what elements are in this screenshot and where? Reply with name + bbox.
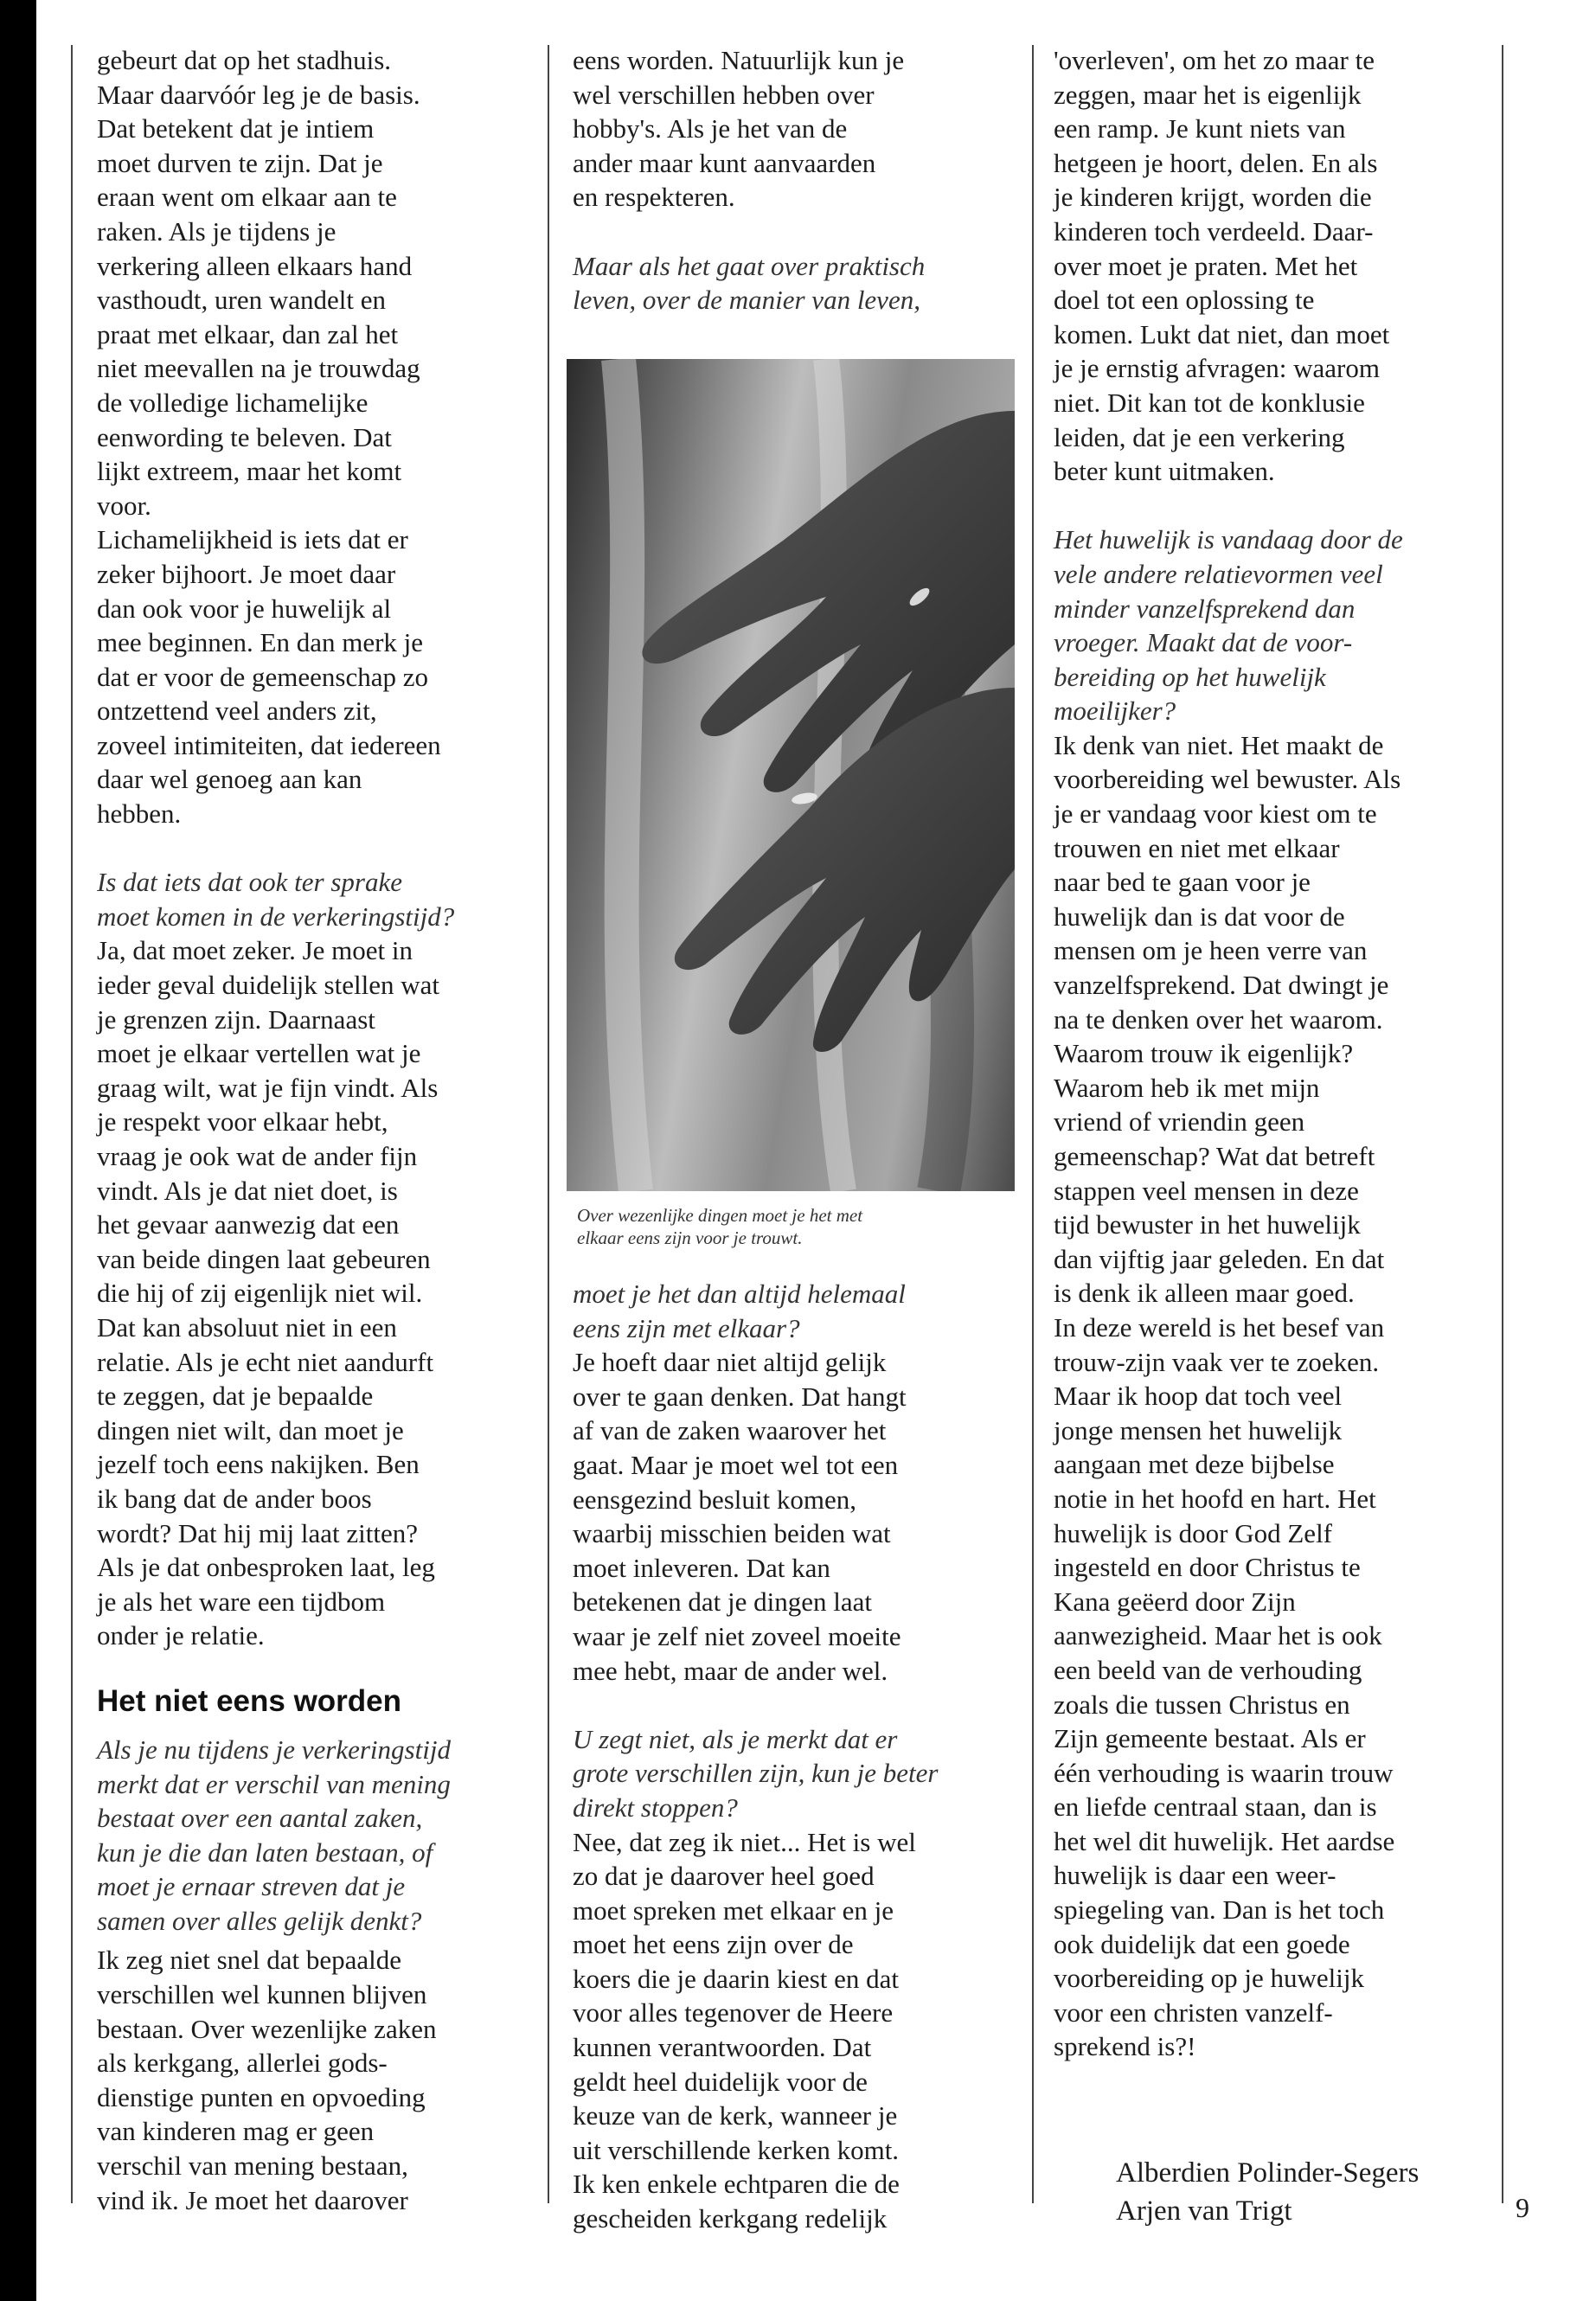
column-rule-2 bbox=[1032, 45, 1034, 2203]
interview-question: Het huwelijk is vandaag door de vele andere relatievormen veel minder vanzelfsprekend dan vroeger. Maakt dat de voor- bereiding op het huwelijk moeilijker? bbox=[1054, 524, 1403, 727]
column-rule-1 bbox=[548, 45, 549, 2203]
column-2 bbox=[573, 43, 1018, 317]
column-1 bbox=[97, 43, 529, 2217]
interview-question: Is dat iets dat ook ter sprake moet komen in de verkeringstijd? bbox=[97, 867, 455, 932]
paragraph: eens worden. Natuurlijk kun je wel verschillen hebben over hobby's. Als je het van de ander maar kunt aanvaarden en respekteren. bbox=[573, 45, 905, 213]
column-rule-left bbox=[71, 45, 73, 2203]
column-3 bbox=[1054, 43, 1495, 2064]
paragraph: Ik zeg niet snel dat bepaalde verschillen wel kunnen blijven bestaan. Over wezenlijke zaken als kerkgang, allerlei gods- dienstige punten en opvoeding van kinderen mag er geen verschil van mening bestaan, vind ik. Je moet het daarover bbox=[97, 1945, 437, 2215]
page-number: 9 bbox=[1516, 2192, 1529, 2223]
photo-caption: Over wezenlijke dingen moet je het met elkaar eens zijn voor je trouwt. bbox=[577, 1205, 863, 1248]
paragraph: Nee, dat zeg ik niet... Het is wel zo dat je daarover heel goed moet spreken met elkaar en je moet het eens zijn over de koers die je daarin kiest en dat voor alles tegenover de Heere kunnen verantwoorden. Dat geldt heel duidelijk voor de keuze van de kerk, wanneer je uit verschillende kerken komt. Ik ken enkele echtparen die de gescheiden kerkgang redelijk bbox=[573, 1826, 916, 2234]
interview-question: Als je nu tijdens je verkeringstijd merkt dat er verschil van mening bestaat over een aantal zaken, kun je die dan laten bestaan, of moet je ernaar streven dat je samen over alles gelijk denkt? bbox=[97, 1734, 451, 1936]
binding-edge bbox=[0, 0, 36, 2301]
interview-question: U zegt niet, als je merkt dat er grote verschillen zijn, kun je beter direkt stoppen? bbox=[573, 1723, 939, 1823]
section-heading: Het niet eens worden bbox=[97, 1683, 402, 1718]
paragraph: gebeurt dat op het stadhuis. Maar daarvóór leg je de basis. Dat betekent dat je intiem moet durven te zijn. Dat je eraan went om elkaar aan te raken. Als je tijdens je verkering alleen elkaars hand vasthoudt, uren wandelt en praat met elkaar, dan zal het niet meevallen na je trouwdag de volledige lichamelijke eenwording te beleven. Dat lijkt extreem, maar het komt voor. Lichamelijkheid is iets dat er zeker bijhoort. Je moet daar dan ook voor je huwelijk al mee beginnen. En dan merk je dat er voor de gemeenschap zo ontzettend veel anders zit, zoveel intimiteiten, dat iedereen daar wel genoeg aan kan hebben. bbox=[97, 45, 441, 830]
paragraph: Je hoeft daar niet altijd gelijk over te gaan denken. Dat hangt af van de zaken waarover het gaat. Maar je moet wel tot een eensgezind besluit komen, waarbij misschien beiden wat moet inleveren. Dat kan betekenen dat je dingen laat waar je zelf niet zoveel moeite mee hebt, maar de ander wel. bbox=[573, 1347, 907, 1686]
author-credits: Alberdien Polinder-Segers Arjen van Trigt bbox=[1116, 2157, 1420, 2227]
paragraph: Ik denk van niet. Het maakt de voorbereiding wel bewuster. Als je er vandaag voor kiest om te trouwen en niet met elkaar naar bed te gaan voor je huwelijk dan is dat voor de mensen om je heen verre van vanzelfsprekend. Dat dwingt je na te denken over het waarom. Waarom trouw ik eigenlijk? Waarom heb ik met mijn vriend of vriendin geen gemeenschap? Wat dat betreft stappen veel mensen in deze tijd bewuster in het huwelijk dan vijftig jaar geleden. En dat is denk ik alleen maar goed. In deze wereld is het besef van trouw-zijn vaak ver te zoeken. Maar ik hoop dat toch veel jonge mensen het huwelijk aangaan met deze bijbelse notie in het hoofd en hart. Het huwelijk is door God Zelf ingesteld en door Christus te Kana geëerd door Zijn aanwezigheid. Maar het is ook een beeld van de verhouding zoals die tussen Christus en Zijn gemeente bestaat. Als er één verhouding is waarin trouw en liefde centraal staan, dan is het wel dit huwelijk. Het aardse huwelijk is daar een weer- spiegeling van. Dan is het toch ook duidelijk dat een goede voorbereiding op je huwelijk voor een christen vanzelf- sprekend is?! bbox=[1054, 729, 1401, 2062]
interview-question: Maar als het gaat over praktisch leven, over de manier van leven, bbox=[573, 250, 926, 316]
photo-hands-with-wedding-rings bbox=[567, 359, 1015, 1191]
paragraph: 'overleven', om het zo maar te zeggen, maar het is eigenlijk een ramp. Je kunt niets van hetgeen je hoort, delen. En als je kinderen krijgt, worden die kinderen toch verdeeld. Daar- over moet je praten. Met het doel tot een oplossing te komen. Lukt dat niet, dan moet je je ernstig afvragen: waarom niet. Dit kan tot de konklusie leiden, dat je een verkering beter kunt uitmaken. bbox=[1054, 45, 1390, 487]
column-2-continued bbox=[573, 1277, 1018, 2236]
interview-question: moet je het dan altijd helemaal eens zijn met elkaar? bbox=[573, 1279, 906, 1343]
column-rule-right bbox=[1502, 45, 1503, 2203]
paragraph: Ja, dat moet zeker. Je moet in ieder geval duidelijk stellen wat je grenzen zijn. Daarnaast moet je elkaar vertellen wat je graag wilt, wat je fijn vindt. Als je respekt voor elkaar hebt, vraag je ook wat de ander fijn vindt. Als je dat niet doet, is het gevaar aanwezig dat een van beide dingen laat gebeuren die hij of zij eigenlijk niet wil. Dat kan absoluut niet in een relatie. Als je echt niet aandurft te zeggen, dat je bepaalde dingen niet wilt, dan moet je jezelf toch eens nakijken. Ben ik bang dat de ander boos wordt? Dat hij mij laat zitten? Als je dat onbesproken laat, leg je als het ware een tijdbom onder je relatie. bbox=[97, 935, 439, 1651]
